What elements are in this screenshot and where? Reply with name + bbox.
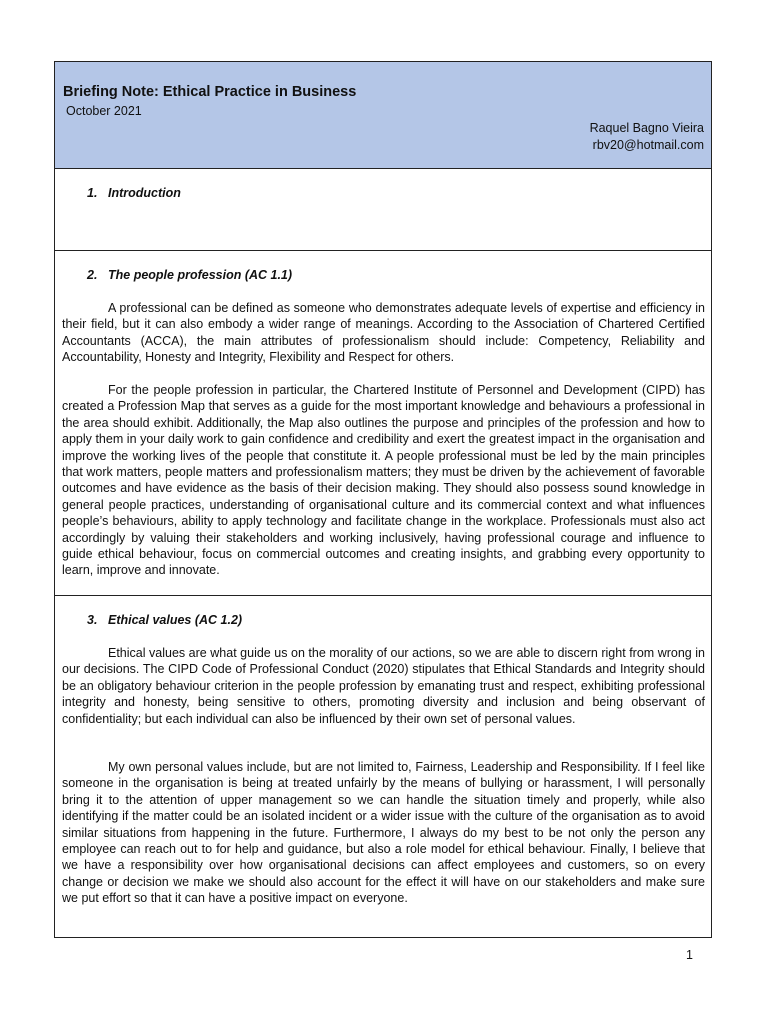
section-heading [87, 613, 242, 627]
document-frame [54, 61, 712, 938]
author-name: Raquel Bagno Vieira [589, 121, 704, 135]
section-number: 1. [87, 186, 98, 200]
section-heading [87, 186, 181, 200]
paragraph: For the people profession in particular, the Chartered Institute of Personnel and Development (CIPD) has created a Profession Map that serves as a guide for the most important knowledge and behaviours a professional in the area should exhibit. Additionally, the Map also outlines the purpose and principles of the profession and how to apply them in your daily work to gain confidence and credibility and exert the greatest impact in the organisation and improve the working lives of the people that constitute it. A people professional must be led by the main principles that work matters, people matters and professionalism matters; they must be driven by the achievement of favorable outcomes and have evidence as the basis of their decision making. They should also possess sound knowledge in general people practices, understanding of organisational culture and its commercial context and what influences people’s behaviours, ability to apply technology and facilitate change in the workplace. Professionals must also act accordingly by valuing their stakeholders and working inclusively, having professional courage and influence to guide ethical behaviour, focus on commercial outcomes and creating insights, and grabbing every opportunity to learn, improve and innovate. [62, 383, 705, 578]
author-email: rbv20@hotmail.com [592, 138, 704, 152]
page-number: 1 [686, 948, 693, 962]
section-heading [87, 268, 292, 282]
paragraph: My own personal values include, but are not limited to, Fairness, Leadership and Responsibility. If I feel like someone in the organisation is being at treated unfairly by the means of bullying or harassment, I will personally bring it to the attention of upper management so we can handle the situation timely and properly, while also identifying if the matter could be an isolated incident or a wider issue with the culture of the organisation as to avoid similar situations from happening in the future. Furthermore, I always do my best to be not only the person any employee can reach out to for help and guidance, but also a role model for ethical behaviour. Finally, I believe that we have a responsibility over how organisational decisions can affect employees and customers, so on every change or decision we make we should also account for the effect it will have on our stakeholders and make sure we put effort so that it can have a positive impact on everyone. [62, 760, 705, 906]
paragraph: A professional can be defined as someone who demonstrates adequate levels of expertise and efficiency in their field, but it can also embody a wider range of meanings. According to the Association of Chartered Certified Accountants (ACCA), the main attributes of professionalism should include: Competency, Reliability and Accountability, Honesty and Integrity, Flexibility and Respect for others. [62, 301, 705, 365]
section-number: 3. [87, 613, 98, 627]
document-date: October 2021 [66, 104, 142, 118]
section-ethical-values [55, 596, 711, 937]
author-block [590, 120, 704, 154]
paragraph: Ethical values are what guide us on the morality of our actions, so we are able to discern right from wrong in our decisions. The CIPD Code of Professional Conduct (2020) stipulates that Ethical Standards and Integrity should be an obligatory behaviour criterion in the people profession by emanating trust and respect, exhibiting professional integrity and honesty, being sensitive to others, promoting diversity and inclusion and being observant of confidentiality; but each individual can also be influenced by their own set of personal values. [62, 646, 705, 726]
section-title: Ethical values (AC 1.2) [108, 613, 243, 627]
section-people-profession [55, 251, 711, 596]
briefing-header [55, 62, 711, 169]
section-title: The people profession (AC 1.1) [108, 268, 293, 282]
section-introduction [55, 169, 711, 251]
section-title: Introduction [108, 186, 181, 200]
section-number: 2. [87, 268, 98, 282]
document-title: Briefing Note: Ethical Practice in Business [63, 84, 357, 100]
